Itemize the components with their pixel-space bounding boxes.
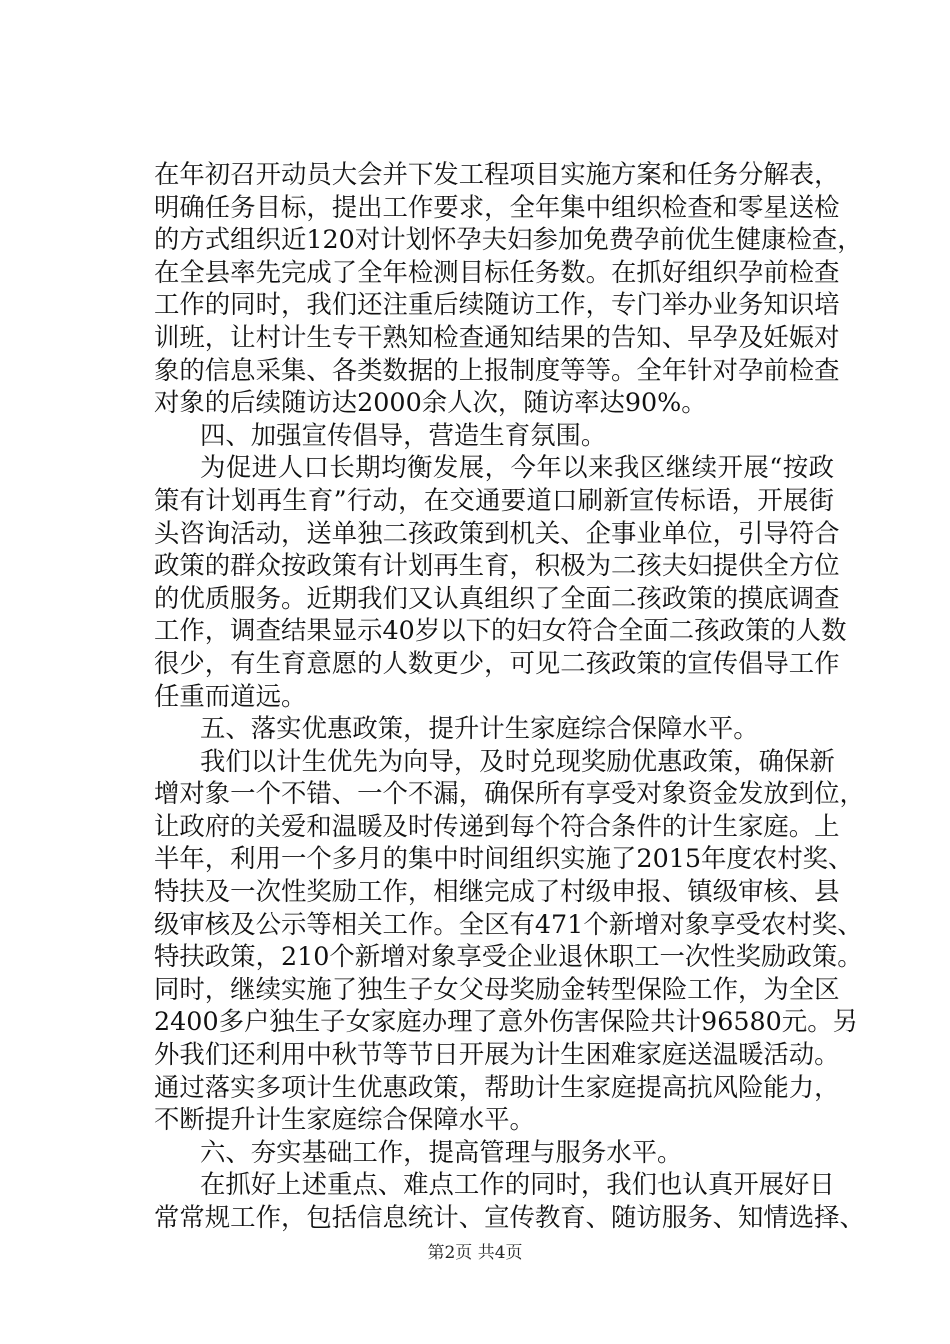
text-line: 工作，调查结果显示40岁以下的妇女符合全面二孩政策的人数	[154, 615, 847, 646]
text-line: 的方式组织近120对计划怀孕夫妇参加免费孕前优生健康检查，	[154, 224, 863, 255]
text-line: 头咨询活动，送单独二孩政策到机关、企事业单位，引导符合	[154, 517, 840, 548]
text-line: 在全县率先完成了全年检测目标任务数。在抓好组织孕前检查	[154, 256, 840, 287]
text-line: 策有计划再生育”行动，在交通要道口刷新宣传标语，开展街	[154, 484, 834, 515]
page-footer: 第2页 共4页	[427, 1243, 523, 1263]
text-line: 在年初召开动员大会并下发工程项目实施方案和任务分解表，	[154, 159, 840, 189]
text-line: 训班，让村计生专干熟知检查通知结果的告知、早孕及妊娠对	[154, 321, 840, 352]
text-line: 我们以计生优先为向导，及时兑现奖励优惠政策，确保新	[200, 745, 835, 776]
text-line: 让政府的关爱和温暖及时传递到每个符合条件的计生家庭。上	[154, 810, 840, 841]
text-line: 五、落实优惠政策，提升计生家庭综合保障水平。	[200, 713, 759, 744]
text-line: 增对象一个不错、一个不漏，确保所有享受对象资金发放到位，	[154, 778, 865, 809]
text-line: 级审核及公示等相关工作。全区有471个新增对象享受农村奖、	[154, 908, 863, 939]
text-line: 常常规工作，包括信息统计、宣传教育、随访服务、知情选择、	[154, 1202, 865, 1232]
text-line: 象的信息采集、各类数据的上报制度等等。全年针对孕前检查	[154, 354, 840, 385]
text-line: 在抓好上述重点、难点工作的同时，我们也认真开展好日	[200, 1169, 835, 1200]
text-line: 半年，利用一个多月的集中时间组织实施了2015年度农村奖、	[154, 843, 854, 874]
text-line: 四、加强宣传倡导，营造生育氛围。	[200, 419, 607, 450]
text-line: 的优质服务。近期我们又认真组织了全面二孩政策的摸底调查	[154, 582, 840, 613]
text-line: 同时，继续实施了独生子女父母奖励金转型保险工作，为全区	[154, 973, 840, 1004]
text-line: 特扶及一次性奖励工作，相继完成了村级申报、镇级审核、县	[154, 876, 840, 907]
text-line: 为促进人口长期均衡发展，今年以来我区继续开展“按政	[200, 452, 834, 483]
text-line: 六、夯实基础工作，提高管理与服务水平。	[200, 1136, 683, 1167]
text-line: 任重而道远。	[154, 680, 307, 711]
text-line: 通过落实多项计生优惠政策，帮助计生家庭提高抗风险能力，	[154, 1071, 840, 1102]
text-line: 特扶政策，210个新增对象享受企业退休职工一次性奖励政策。	[154, 941, 863, 972]
text-line: 很少，有生育意愿的人数更少，可见二孩政策的宣传倡导工作	[154, 647, 840, 678]
document-body	[154, 158, 865, 1234]
text-line: 政策的群众按政策有计划再生育，积极为二孩夫妇提供全方位	[154, 550, 840, 581]
text-line: 明确任务目标，提出工作要求，全年集中组织检查和零星送检	[154, 191, 840, 222]
text-line: 外我们还利用中秋节等节日开展为计生困难家庭送温暖活动。	[154, 1039, 840, 1070]
text-line: 工作的同时，我们还注重后续随访工作，专门举办业务知识培	[154, 289, 840, 320]
text-line: 不断提升计生家庭综合保障水平。	[154, 1104, 535, 1135]
text-line: 2400多户独生子女家庭办理了意外伤害保险共计96580元。另	[154, 1006, 858, 1037]
text-line: 对象的后续随访达2000余人次，随访率达90%。	[154, 387, 707, 418]
